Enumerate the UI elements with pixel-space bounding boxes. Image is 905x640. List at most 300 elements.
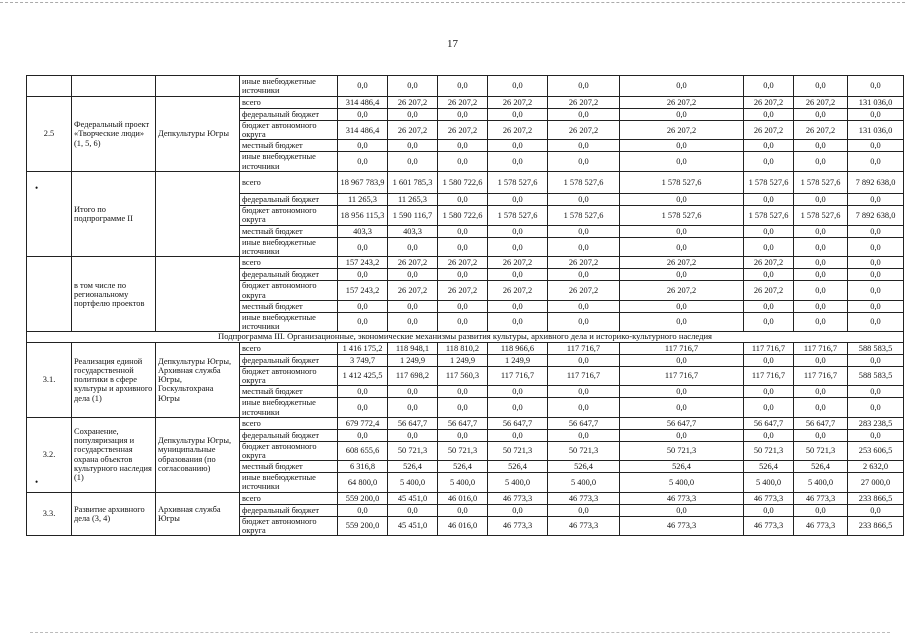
value-cell: 26 207,2 <box>388 121 438 140</box>
value-cell: 0,0 <box>794 257 848 269</box>
source-label: всего <box>240 417 338 429</box>
value-cell: 117 716,7 <box>548 366 620 385</box>
value-cell: 0,0 <box>848 109 904 121</box>
value-cell: 1 578 527,6 <box>620 205 744 225</box>
value-cell: 5 400,0 <box>438 473 488 492</box>
value-cell: 526,4 <box>744 461 794 473</box>
value-cell: 50 721,3 <box>744 441 794 460</box>
cell-name: в том числе по региональному портфелю проектов <box>72 257 156 332</box>
table-row <box>27 332 904 342</box>
value-cell: 0,0 <box>848 225 904 237</box>
value-cell: 0,0 <box>744 76 794 97</box>
value-cell: 679 772,4 <box>338 417 388 429</box>
value-cell: 0,0 <box>744 140 794 152</box>
value-cell: 26 207,2 <box>388 257 438 269</box>
value-cell: 0,0 <box>548 312 620 331</box>
table-row <box>27 97 904 109</box>
value-cell: 0,0 <box>548 140 620 152</box>
value-cell: 26 207,2 <box>620 281 744 300</box>
budget-table-body <box>27 76 904 536</box>
source-label: местный бюджет <box>240 140 338 152</box>
value-cell: 0,0 <box>488 429 548 441</box>
source-label: местный бюджет <box>240 461 338 473</box>
cell-executor <box>156 257 240 332</box>
value-cell: 403,3 <box>388 225 438 237</box>
value-cell: 0,0 <box>388 386 438 398</box>
source-label: федеральный бюджет <box>240 269 338 281</box>
value-cell: 0,0 <box>488 504 548 516</box>
source-label: бюджет автономного округа <box>240 281 338 300</box>
value-cell: 26 207,2 <box>620 97 744 109</box>
value-cell: 0,0 <box>620 109 744 121</box>
source-label: иные внебюджетные источники <box>240 398 338 417</box>
value-cell: 0,0 <box>388 398 438 417</box>
table-row <box>27 171 904 193</box>
value-cell: 0,0 <box>620 354 744 366</box>
source-label: федеральный бюджет <box>240 193 338 205</box>
source-label: иные внебюджетные источники <box>240 312 338 331</box>
value-cell: 0,0 <box>620 269 744 281</box>
source-label: иные внебюджетные источники <box>240 473 338 492</box>
value-cell: 0,0 <box>620 398 744 417</box>
value-cell: 0,0 <box>548 109 620 121</box>
value-cell: 26 207,2 <box>620 121 744 140</box>
value-cell: 314 486,4 <box>338 97 388 109</box>
value-cell: 0,0 <box>848 398 904 417</box>
cell-executor <box>156 171 240 256</box>
value-cell: 46 773,3 <box>794 516 848 535</box>
value-cell: 0,0 <box>338 504 388 516</box>
value-cell: 117 716,7 <box>794 342 848 354</box>
value-cell: 526,4 <box>794 461 848 473</box>
value-cell: 117 698,2 <box>388 366 438 385</box>
cell-name: Реализация единой государственной политики в сфере культуры и архивного дела (1) <box>72 342 156 417</box>
source-label: местный бюджет <box>240 386 338 398</box>
value-cell: 0,0 <box>488 312 548 331</box>
value-cell: 26 207,2 <box>548 257 620 269</box>
value-cell: 526,4 <box>388 461 438 473</box>
value-cell: 0,0 <box>744 504 794 516</box>
value-cell: 0,0 <box>388 140 438 152</box>
value-cell: 26 207,2 <box>438 97 488 109</box>
value-cell: 0,0 <box>794 386 848 398</box>
value-cell: 0,0 <box>338 312 388 331</box>
value-cell: 1 580 722,6 <box>438 171 488 193</box>
value-cell: 56 647,7 <box>548 417 620 429</box>
value-cell: 50 721,3 <box>794 441 848 460</box>
value-cell: 56 647,7 <box>438 417 488 429</box>
value-cell: 559 200,0 <box>338 492 388 504</box>
value-cell: 117 716,7 <box>794 366 848 385</box>
source-label: бюджет автономного округа <box>240 516 338 535</box>
value-cell: 26 207,2 <box>548 121 620 140</box>
value-cell: 0,0 <box>438 76 488 97</box>
value-cell: 0,0 <box>744 429 794 441</box>
cell-executor: Депкультуры Югры, Архивная служба Югры, Госкультохрана Югры <box>156 342 240 417</box>
value-cell: 0,0 <box>488 109 548 121</box>
value-cell: 0,0 <box>620 312 744 331</box>
value-cell: 588 583,5 <box>848 342 904 354</box>
value-cell: 1 578 527,6 <box>488 171 548 193</box>
value-cell: 0,0 <box>620 225 744 237</box>
value-cell: 0,0 <box>848 386 904 398</box>
value-cell: 0,0 <box>794 429 848 441</box>
value-cell: 0,0 <box>744 269 794 281</box>
value-cell: 46 773,3 <box>488 492 548 504</box>
value-cell: 233 866,5 <box>848 492 904 504</box>
source-label: всего <box>240 492 338 504</box>
value-cell: 3 749,7 <box>338 354 388 366</box>
value-cell: 5 400,0 <box>744 473 794 492</box>
value-cell: 0,0 <box>548 237 620 256</box>
source-label: всего <box>240 171 338 193</box>
source-label: федеральный бюджет <box>240 354 338 366</box>
value-cell: 0,0 <box>794 398 848 417</box>
value-cell: 7 892 638,0 <box>848 171 904 193</box>
value-cell: 0,0 <box>744 152 794 171</box>
value-cell: 0,0 <box>794 76 848 97</box>
value-cell: 0,0 <box>438 312 488 331</box>
cell-number <box>27 76 72 97</box>
value-cell: 0,0 <box>488 152 548 171</box>
value-cell: 26 207,2 <box>488 257 548 269</box>
value-cell: 50 721,3 <box>488 441 548 460</box>
value-cell: 0,0 <box>488 225 548 237</box>
source-label: иные внебюджетные источники <box>240 237 338 256</box>
value-cell: 0,0 <box>548 152 620 171</box>
value-cell: 0,0 <box>794 312 848 331</box>
source-label: федеральный бюджет <box>240 504 338 516</box>
value-cell: 0,0 <box>548 193 620 205</box>
value-cell: 0,0 <box>438 429 488 441</box>
value-cell: 0,0 <box>338 152 388 171</box>
value-cell: 403,3 <box>338 225 388 237</box>
cell-name: Итого по подпрограмме II <box>72 171 156 256</box>
value-cell: 1 578 527,6 <box>488 205 548 225</box>
value-cell: 46 773,3 <box>744 492 794 504</box>
value-cell: 0,0 <box>848 193 904 205</box>
cell-name <box>72 76 156 97</box>
value-cell: 11 265,3 <box>338 193 388 205</box>
value-cell: 56 647,7 <box>488 417 548 429</box>
source-label: федеральный бюджет <box>240 109 338 121</box>
value-cell: 1 578 527,6 <box>744 171 794 193</box>
value-cell: 1 580 722,6 <box>438 205 488 225</box>
value-cell: 1 578 527,6 <box>620 171 744 193</box>
value-cell: 26 207,2 <box>794 97 848 109</box>
value-cell: 0,0 <box>620 504 744 516</box>
cell-number: 3.2. <box>27 417 72 492</box>
value-cell: 1 578 527,6 <box>548 171 620 193</box>
source-label: всего <box>240 257 338 269</box>
value-cell: 0,0 <box>388 504 438 516</box>
value-cell: 117 716,7 <box>548 342 620 354</box>
value-cell: 0,0 <box>620 76 744 97</box>
value-cell: 0,0 <box>848 312 904 331</box>
value-cell: 157 243,2 <box>338 257 388 269</box>
value-cell: 0,0 <box>388 429 438 441</box>
value-cell: 46 773,3 <box>794 492 848 504</box>
value-cell: 46 773,3 <box>548 516 620 535</box>
value-cell: 26 207,2 <box>388 281 438 300</box>
cell-number <box>27 171 72 256</box>
value-cell: 0,0 <box>488 386 548 398</box>
value-cell: 0,0 <box>794 354 848 366</box>
value-cell: 1 249,9 <box>438 354 488 366</box>
value-cell: 0,0 <box>338 76 388 97</box>
value-cell: 0,0 <box>548 76 620 97</box>
table-row <box>27 257 904 269</box>
value-cell: 0,0 <box>848 429 904 441</box>
value-cell: 0,0 <box>620 152 744 171</box>
table-row <box>27 76 904 97</box>
value-cell: 0,0 <box>438 225 488 237</box>
source-label: бюджет автономного округа <box>240 441 338 460</box>
cell-executor: Депкультуры Югры <box>156 97 240 172</box>
value-cell: 50 721,3 <box>548 441 620 460</box>
value-cell: 0,0 <box>548 429 620 441</box>
value-cell: 131 036,0 <box>848 121 904 140</box>
value-cell: 0,0 <box>438 237 488 256</box>
value-cell: 0,0 <box>848 504 904 516</box>
value-cell: 117 560,3 <box>438 366 488 385</box>
value-cell: 0,0 <box>794 300 848 312</box>
value-cell: 526,4 <box>488 461 548 473</box>
cell-number: 3.1. <box>27 342 72 417</box>
value-cell: 0,0 <box>488 76 548 97</box>
source-label: всего <box>240 342 338 354</box>
value-cell: 18 956 115,3 <box>338 205 388 225</box>
value-cell: 0,0 <box>620 429 744 441</box>
value-cell: 46 773,3 <box>620 516 744 535</box>
value-cell: 0,0 <box>548 354 620 366</box>
value-cell: 26 207,2 <box>794 121 848 140</box>
value-cell: 5 400,0 <box>548 473 620 492</box>
value-cell: 117 716,7 <box>744 366 794 385</box>
value-cell: 26 207,2 <box>744 97 794 109</box>
value-cell: 0,0 <box>620 237 744 256</box>
value-cell: 117 716,7 <box>620 366 744 385</box>
value-cell: 0,0 <box>338 140 388 152</box>
value-cell: 0,0 <box>438 140 488 152</box>
value-cell: 0,0 <box>744 109 794 121</box>
value-cell: 0,0 <box>488 140 548 152</box>
value-cell: 1 249,9 <box>488 354 548 366</box>
value-cell: 26 207,2 <box>438 121 488 140</box>
value-cell: 1 578 527,6 <box>744 205 794 225</box>
value-cell: 0,0 <box>548 300 620 312</box>
value-cell: 0,0 <box>548 269 620 281</box>
value-cell: 0,0 <box>388 300 438 312</box>
value-cell: 1 416 175,2 <box>338 342 388 354</box>
value-cell: 0,0 <box>338 386 388 398</box>
value-cell: 0,0 <box>488 269 548 281</box>
value-cell: 0,0 <box>388 312 438 331</box>
value-cell: 0,0 <box>338 398 388 417</box>
value-cell: 526,4 <box>620 461 744 473</box>
value-cell: 0,0 <box>794 225 848 237</box>
value-cell: 5 400,0 <box>488 473 548 492</box>
value-cell: 46 016,0 <box>438 516 488 535</box>
value-cell: 26 207,2 <box>438 281 488 300</box>
value-cell: 56 647,7 <box>744 417 794 429</box>
value-cell: 0,0 <box>794 237 848 256</box>
value-cell: 233 866,5 <box>848 516 904 535</box>
value-cell: 0,0 <box>848 76 904 97</box>
value-cell: 283 238,5 <box>848 417 904 429</box>
value-cell: 0,0 <box>848 281 904 300</box>
page-number: 17 <box>447 38 458 50</box>
value-cell: 26 207,2 <box>744 121 794 140</box>
value-cell: 0,0 <box>338 109 388 121</box>
value-cell: 0,0 <box>848 269 904 281</box>
value-cell: 46 773,3 <box>620 492 744 504</box>
value-cell: 0,0 <box>338 429 388 441</box>
value-cell: 0,0 <box>388 269 438 281</box>
value-cell: 45 451,0 <box>388 516 438 535</box>
value-cell: 7 892 638,0 <box>848 205 904 225</box>
value-cell: 0,0 <box>388 76 438 97</box>
value-cell: 0,0 <box>548 225 620 237</box>
value-cell: 157 243,2 <box>338 281 388 300</box>
value-cell: 0,0 <box>794 152 848 171</box>
value-cell: 0,0 <box>438 300 488 312</box>
value-cell: 0,0 <box>744 300 794 312</box>
value-cell: 0,0 <box>548 386 620 398</box>
value-cell: 526,4 <box>548 461 620 473</box>
value-cell: 118 948,1 <box>388 342 438 354</box>
source-label: бюджет автономного округа <box>240 121 338 140</box>
cell-name: Сохранение, популяризация и государственная охрана объектов культурного наследия (1) <box>72 417 156 492</box>
value-cell: 11 265,3 <box>388 193 438 205</box>
value-cell: 0,0 <box>548 398 620 417</box>
value-cell: 1 578 527,6 <box>794 205 848 225</box>
value-cell: 0,0 <box>744 312 794 331</box>
cell-executor: Депкультуры Югры, муниципальные образования (по согласованию) <box>156 417 240 492</box>
cell-number <box>27 257 72 332</box>
value-cell: 0,0 <box>438 386 488 398</box>
value-cell: 0,0 <box>848 257 904 269</box>
source-label: иные внебюджетные источники <box>240 76 338 97</box>
value-cell: 26 207,2 <box>548 97 620 109</box>
value-cell: 26 207,2 <box>548 281 620 300</box>
value-cell: 0,0 <box>744 225 794 237</box>
value-cell: 559 200,0 <box>338 516 388 535</box>
value-cell: 0,0 <box>438 504 488 516</box>
value-cell: 0,0 <box>388 152 438 171</box>
value-cell: 2 632,0 <box>848 461 904 473</box>
value-cell: 1 249,9 <box>388 354 438 366</box>
scan-edge-top <box>0 2 905 3</box>
subprogram-title: Подпрограмма III. Организационные, экономические механизмы развития культуры, архивного дела и историко-культурного наследия <box>27 332 904 342</box>
value-cell: 27 000,0 <box>848 473 904 492</box>
value-cell: 0,0 <box>744 237 794 256</box>
value-cell: 0,0 <box>848 300 904 312</box>
value-cell: 0,0 <box>338 269 388 281</box>
value-cell: 26 207,2 <box>744 257 794 269</box>
value-cell: 26 207,2 <box>620 257 744 269</box>
value-cell: 0,0 <box>548 504 620 516</box>
value-cell: 46 773,3 <box>548 492 620 504</box>
scan-edge-bottom <box>30 632 890 633</box>
cell-executor <box>156 76 240 97</box>
value-cell: 45 451,0 <box>388 492 438 504</box>
scan-mark: • <box>35 477 39 487</box>
value-cell: 0,0 <box>488 237 548 256</box>
value-cell: 588 583,5 <box>848 366 904 385</box>
value-cell: 0,0 <box>338 300 388 312</box>
value-cell: 18 967 783,9 <box>338 171 388 193</box>
cell-name: Развитие архивного дела (3, 4) <box>72 492 156 535</box>
value-cell: 50 721,3 <box>388 441 438 460</box>
value-cell: 0,0 <box>848 152 904 171</box>
value-cell: 0,0 <box>488 300 548 312</box>
value-cell: 131 036,0 <box>848 97 904 109</box>
cell-number: 3.3. <box>27 492 72 535</box>
value-cell: 1 578 527,6 <box>794 171 848 193</box>
value-cell: 0,0 <box>438 109 488 121</box>
value-cell: 1 601 785,3 <box>388 171 438 193</box>
value-cell: 0,0 <box>620 140 744 152</box>
value-cell: 1 578 527,6 <box>548 205 620 225</box>
value-cell: 0,0 <box>620 300 744 312</box>
value-cell: 0,0 <box>794 109 848 121</box>
value-cell: 0,0 <box>744 354 794 366</box>
value-cell: 50 721,3 <box>620 441 744 460</box>
value-cell: 0,0 <box>388 237 438 256</box>
value-cell: 26 207,2 <box>388 97 438 109</box>
value-cell: 26 207,2 <box>488 97 548 109</box>
value-cell: 5 400,0 <box>388 473 438 492</box>
value-cell: 56 647,7 <box>388 417 438 429</box>
value-cell: 314 486,4 <box>338 121 388 140</box>
value-cell: 50 721,3 <box>438 441 488 460</box>
value-cell: 1 590 116,7 <box>388 205 438 225</box>
table-row <box>27 342 904 354</box>
value-cell: 0,0 <box>438 398 488 417</box>
value-cell: 56 647,7 <box>620 417 744 429</box>
value-cell: 0,0 <box>794 281 848 300</box>
value-cell: 0,0 <box>848 140 904 152</box>
value-cell: 64 800,0 <box>338 473 388 492</box>
value-cell: 0,0 <box>848 237 904 256</box>
value-cell: 46 016,0 <box>438 492 488 504</box>
value-cell: 0,0 <box>338 237 388 256</box>
value-cell: 253 606,5 <box>848 441 904 460</box>
cell-number: 2.5 <box>27 97 72 172</box>
source-label: федеральный бюджет <box>240 429 338 441</box>
source-label: иные внебюджетные источники <box>240 152 338 171</box>
source-label: бюджет автономного округа <box>240 205 338 225</box>
value-cell: 0,0 <box>744 398 794 417</box>
value-cell: 117 716,7 <box>620 342 744 354</box>
value-cell: 6 316,8 <box>338 461 388 473</box>
value-cell: 0,0 <box>794 193 848 205</box>
value-cell: 46 773,3 <box>744 516 794 535</box>
value-cell: 0,0 <box>620 193 744 205</box>
budget-table <box>26 75 904 536</box>
value-cell: 0,0 <box>438 193 488 205</box>
value-cell: 26 207,2 <box>744 281 794 300</box>
table-row <box>27 492 904 504</box>
source-label: всего <box>240 97 338 109</box>
value-cell: 0,0 <box>744 193 794 205</box>
source-label: местный бюджет <box>240 225 338 237</box>
cell-name: Федеральный проект «Творческие люди» (1, 5, 6) <box>72 97 156 172</box>
value-cell: 46 773,3 <box>488 516 548 535</box>
scan-mark: • <box>35 183 39 193</box>
value-cell: 0,0 <box>620 386 744 398</box>
